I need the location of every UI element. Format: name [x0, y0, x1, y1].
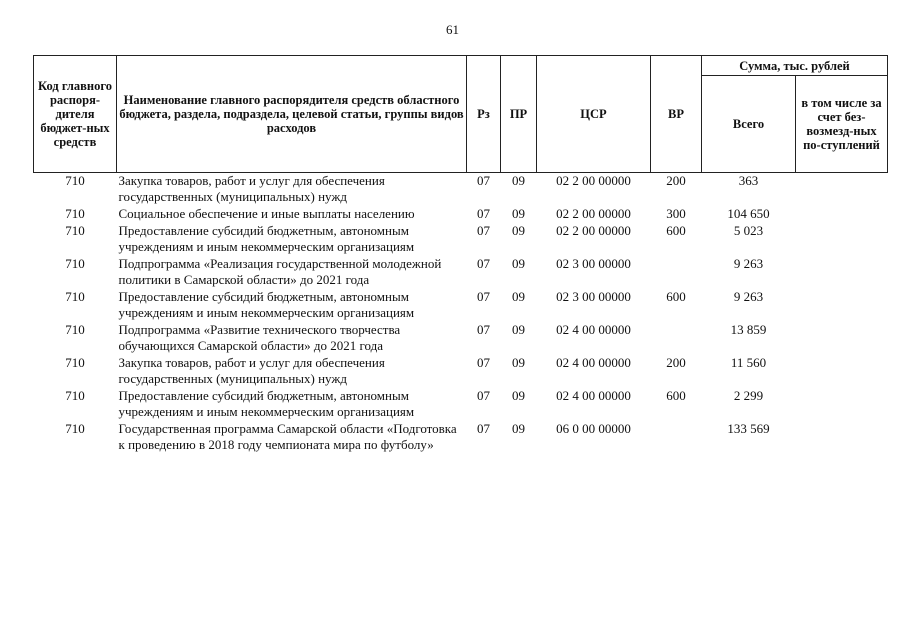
cell-csr: 02 4 00 00000	[556, 388, 631, 403]
cell-total: 9 263	[733, 256, 764, 271]
cell-csr: 02 2 00 00000	[556, 223, 631, 238]
cell-rz: 07	[477, 173, 490, 188]
cell-rz: 07	[477, 206, 490, 221]
cell-rz: 07	[477, 223, 490, 238]
cell-code: 710	[65, 388, 85, 403]
table-body	[34, 173, 888, 455]
cell-total: 5 023	[733, 223, 764, 238]
header-code: Код главного распоря-дителя бюджет-ных средств	[34, 56, 117, 173]
cell-vr: 200	[666, 355, 686, 370]
cell-code: 710	[65, 355, 85, 370]
cell-code: 710	[65, 421, 85, 436]
table-row	[34, 388, 888, 421]
cell-pr: 09	[512, 322, 525, 337]
cell-pr: 09	[512, 289, 525, 304]
cell-vr: 600	[666, 388, 686, 403]
cell-free	[796, 223, 888, 256]
cell-name: Государственная программа Самарской области «Подготовка к проведению в 2018 году чемпионата мира по футболу»	[118, 421, 457, 452]
cell-code: 710	[65, 322, 85, 337]
table-row	[34, 206, 888, 223]
cell-vr	[651, 322, 702, 355]
budget-table	[33, 55, 888, 454]
cell-free	[796, 388, 888, 421]
cell-vr: 600	[666, 289, 686, 304]
cell-rz: 07	[477, 322, 490, 337]
cell-csr: 02 3 00 00000	[556, 256, 631, 271]
cell-vr: 300	[666, 206, 686, 221]
cell-pr: 09	[512, 388, 525, 403]
cell-free	[796, 173, 888, 207]
cell-rz: 07	[477, 256, 490, 271]
cell-name: Социальное обеспечение и иные выплаты населению	[118, 206, 415, 221]
table-row	[34, 421, 888, 454]
cell-pr: 09	[512, 421, 525, 436]
cell-vr	[651, 421, 702, 454]
table-row	[34, 322, 888, 355]
cell-name: Закупка товаров, работ и услуг для обеспечения государственных (муниципальных) нужд	[118, 355, 385, 386]
table-row	[34, 355, 888, 388]
cell-name: Закупка товаров, работ и услуг для обеспечения государственных (муниципальных) нужд	[118, 173, 385, 204]
cell-csr: 02 3 00 00000	[556, 289, 631, 304]
table-row	[34, 256, 888, 289]
cell-total: 363	[738, 173, 759, 188]
header-total: Всего	[702, 76, 796, 173]
cell-code: 710	[65, 173, 85, 188]
cell-name: Предоставление субсидий бюджетным, автономным учреждениям и иным некоммерческим организациям	[118, 223, 415, 254]
cell-csr: 02 4 00 00000	[556, 355, 631, 370]
cell-name: Предоставление субсидий бюджетным, автономным учреждениям и иным некоммерческим организациям	[118, 289, 415, 320]
table-header	[34, 56, 888, 173]
header-free: в том числе за счет без-возмезд-ных по-ступлений	[796, 76, 888, 173]
table-row	[34, 289, 888, 322]
cell-code: 710	[65, 256, 85, 271]
cell-vr: 200	[666, 173, 686, 188]
cell-pr: 09	[512, 223, 525, 238]
cell-name: Предоставление субсидий бюджетным, автономным учреждениям и иным некоммерческим организациям	[118, 388, 415, 419]
table-row	[34, 173, 888, 207]
header-rz: Рз	[467, 56, 501, 173]
cell-rz: 07	[477, 388, 490, 403]
cell-free	[796, 256, 888, 289]
cell-pr: 09	[512, 206, 525, 221]
cell-csr: 06 0 00 00000	[556, 421, 631, 436]
cell-free	[796, 355, 888, 388]
cell-code: 710	[65, 223, 85, 238]
header-pr: ПР	[501, 56, 537, 173]
cell-code: 710	[65, 289, 85, 304]
header-csr: ЦСР	[537, 56, 651, 173]
cell-pr: 09	[512, 256, 525, 271]
cell-code: 710	[65, 206, 85, 221]
cell-vr	[651, 256, 702, 289]
cell-total: 104 650	[727, 206, 770, 221]
cell-name: Подпрограмма «Развитие технического творчества обучающихся Самарской области» до 2021 года	[118, 322, 401, 353]
cell-vr: 600	[666, 223, 686, 238]
cell-total: 11 560	[730, 355, 767, 370]
cell-free	[796, 206, 888, 223]
cell-free	[796, 421, 888, 454]
cell-rz: 07	[477, 355, 490, 370]
header-vr: ВР	[651, 56, 702, 173]
cell-name: Подпрограмма «Реализация государственной молодежной политики в Самарской области» до 2021 года	[118, 256, 442, 287]
cell-total: 2 299	[733, 388, 764, 403]
header-sum: Сумма, тыс. рублей	[702, 56, 888, 76]
cell-free	[796, 289, 888, 322]
cell-free	[796, 322, 888, 355]
cell-total: 133 569	[727, 421, 770, 436]
cell-csr: 02 2 00 00000	[556, 173, 631, 188]
cell-csr: 02 4 00 00000	[556, 322, 631, 337]
cell-rz: 07	[477, 421, 490, 436]
cell-total: 9 263	[733, 289, 764, 304]
cell-rz: 07	[477, 289, 490, 304]
header-name: Наименование главного распорядителя средств областного бюджета, раздела, подраздела, целевой статьи, группы видов расходов	[117, 56, 467, 173]
cell-total: 13 859	[730, 322, 767, 337]
table-row	[34, 223, 888, 256]
cell-pr: 09	[512, 173, 525, 188]
cell-csr: 02 2 00 00000	[556, 206, 631, 221]
cell-pr: 09	[512, 355, 525, 370]
page-number: 61	[446, 22, 459, 37]
